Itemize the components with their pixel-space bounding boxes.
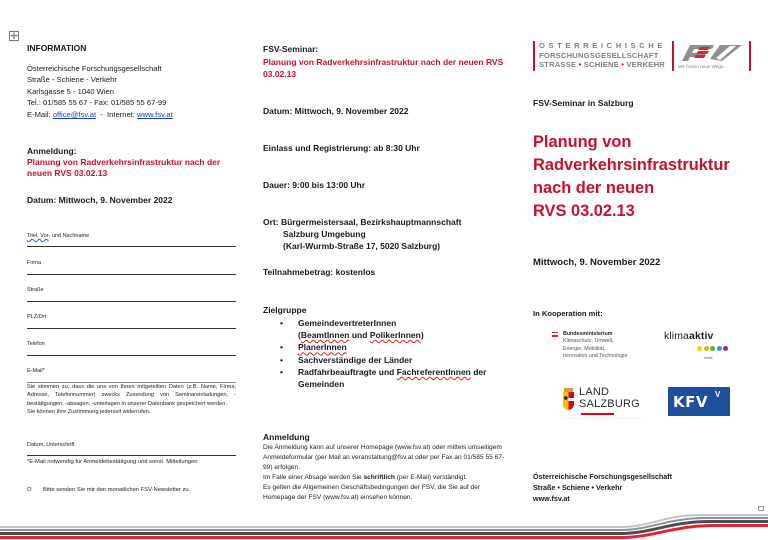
salzburg-crest-icon: [562, 388, 575, 410]
field-label-street: Straße: [27, 287, 44, 293]
org-address: Karlsgasse 5 - 1040 Wien: [27, 86, 114, 96]
list-item: • Sachverständige der Länder: [280, 354, 510, 366]
target-group-title: Zielgruppe: [263, 305, 307, 315]
table-move-handle-icon[interactable]: ✛: [10, 31, 18, 41]
cover-date: Mittwoch, 9. November 2022: [533, 257, 661, 268]
email-note: *E-Mail notwendig für Anmeldebestätigung und sonst. Mitteilungen: [27, 459, 198, 465]
consent-revoke: Sie können Ihre Zustimmung jederzeit widerrufen.: [27, 408, 151, 415]
austria-flag-icon: [552, 332, 558, 337]
website-link[interactable]: www.fsv.at: [137, 109, 173, 119]
newsletter-checkbox[interactable]: O: [27, 487, 32, 493]
footer-web: www.fsv.at: [533, 494, 570, 503]
consent-text-block: [27, 383, 236, 416]
org-subtitle: Straße - Schiene - Verkehr: [27, 75, 117, 85]
location-address: (Karl-Wurmb-Straße 17, 5020 Salzburg): [283, 241, 441, 251]
footer-stripes-decoration: [0, 505, 768, 540]
partner-klimaaktiv-logo: klimaaktiv mobil: [664, 330, 713, 342]
list-item: • Radfahrbeauftragte und FachreferentInnen der Gemeinden: [280, 366, 510, 390]
logo-divider: [672, 41, 674, 71]
cover-kicker: FSV-Seminar in Salzburg: [533, 98, 634, 108]
field-label-company: Firma: [27, 260, 42, 266]
seminar-label: FSV-Seminar:: [263, 44, 319, 54]
field-label-name: Titel, Vor- und Nachname: [27, 233, 90, 239]
field-line-company[interactable]: [27, 274, 236, 275]
field-line-zip-city[interactable]: [27, 328, 236, 329]
information-block: [27, 40, 212, 120]
signature-line[interactable]: [27, 455, 236, 456]
newsletter-option[interactable]: [27, 487, 190, 493]
logo-divider: [533, 41, 535, 71]
location-authority: Salzburg Umgebung: [283, 229, 366, 239]
field-line-name[interactable]: [27, 246, 236, 247]
field-line-street[interactable]: [27, 301, 236, 302]
seminar-subject: Planung von Radverkehrsinfrastruktur nach der neuen RVS 03.02.13: [263, 57, 504, 79]
field-label-email: E-Mail*: [27, 368, 45, 374]
page-marker: [758, 506, 764, 511]
partner-kfv-logo: KFV V: [668, 387, 730, 416]
seminar-date: Datum: Mittwoch, 9. November 2022: [263, 106, 409, 116]
kfv-mark-icon: V: [715, 390, 721, 399]
location-venue: Bürgermeistersaal, Bezirkshauptmannschaft: [280, 217, 462, 227]
logo-wordmark: ÖSTERREICHISCHE FORSCHUNGSGESELLSCHAFT STRASSE • SCHIENE • VERKEHR: [539, 41, 666, 70]
cover-title: Planung von Radverkehrsinfrastruktur nach der neuen RVS 03.02.13: [533, 133, 730, 220]
newsletter-label: Bitte senden Sie mir den monatlichen FSV-Newsletter zu.: [43, 487, 191, 493]
footer-org-name: Österreichische Forschungsgesellschaft: [533, 472, 673, 481]
cooperation-label: In Kooperation mit:: [533, 309, 603, 318]
registration-title: Anmeldung:: [27, 146, 77, 156]
cover-footer: [533, 471, 672, 504]
email-link[interactable]: office@fsv.at: [52, 109, 97, 119]
registration-info-text: Die Anmeldung kann auf unserer Homepage (www.fsv.at) oder mittels umseitigem Anmeldeformular (per Mail an veranstaltung@fsv.at oder per Fax an 01/585 55 67-99) erfolgen. Im Falle einer Absage werden Sie schriftlich (per E-Mail) verständigt. Es gelten die Allgemeinen Geschäftsbedingungen der FSV, die Sie auf der Homepage der FSV (www.fsv.at) einsehen können.: [263, 444, 505, 501]
signature-label: Datum, Unterschrift: [27, 442, 75, 448]
seminar-location: Ort: Bürgermeistersaal, Bezirkshauptmannschaft Salzburg Umgebung (Karl-Wurmb-Straße 17, 5020 Salzburg): [263, 217, 462, 251]
fsv-logo: [533, 41, 751, 73]
org-name: Österreichische Forschungsgesellschaft: [27, 64, 162, 73]
consent-text: Sie stimmen zu, dass die uns von Ihnen mitgeteilten Daten (z.B. Name, Firma, Adresse, Telefonnummer) zwecks Zusendung von Seminareinladungen, -bestätigungen, -absagen, -unterlagen in unserer Datenbank gespeichert werden.: [27, 384, 236, 407]
klimaaktiv-dots-icon: [697, 346, 728, 351]
seminar-entry-time: Einlass und Registrierung: ab 8:30 Uhr: [263, 143, 420, 153]
information-title: INFORMATION: [27, 43, 87, 53]
registration-info-title: Anmeldung: [263, 432, 310, 442]
org-contact-line: E-Mail: office@fsv.at - Internet: www.fsv.at: [27, 109, 173, 119]
logo-divider: [749, 41, 751, 71]
list-item: • GemeindevertreterInnen (BeamtInnen und PolikerInnen): [280, 317, 510, 341]
seminar-fee: Teilnahmebetrag: kostenlos: [263, 267, 376, 277]
target-group-list: [280, 317, 510, 390]
field-label-zip-city: PLZ/Ort: [27, 314, 47, 320]
org-phone-fax: Tel.: 01/585 55 67 - Fax: 01/585 55 67-99: [27, 98, 167, 108]
registration-subject: Planung von Radverkehrsinfrastruktur nach der neuen RVS 03.02.13: [27, 157, 221, 178]
field-line-phone[interactable]: [27, 355, 236, 356]
footer-org-sub: Straße • Schiene • Verkehr: [533, 483, 623, 492]
field-label-phone: Telefon: [27, 341, 45, 347]
logo-slogan: Wir finden neue Wege.: [678, 64, 725, 69]
partner-land-salzburg-logo: LAND SALZBURG: [562, 386, 642, 420]
seminar-duration: Dauer: 9:00 bis 13:00 Uhr: [263, 180, 366, 190]
list-item: • PlanerInnen: [280, 341, 510, 353]
registration-date: Datum: Mittwoch, 9. November 2022: [27, 195, 173, 205]
